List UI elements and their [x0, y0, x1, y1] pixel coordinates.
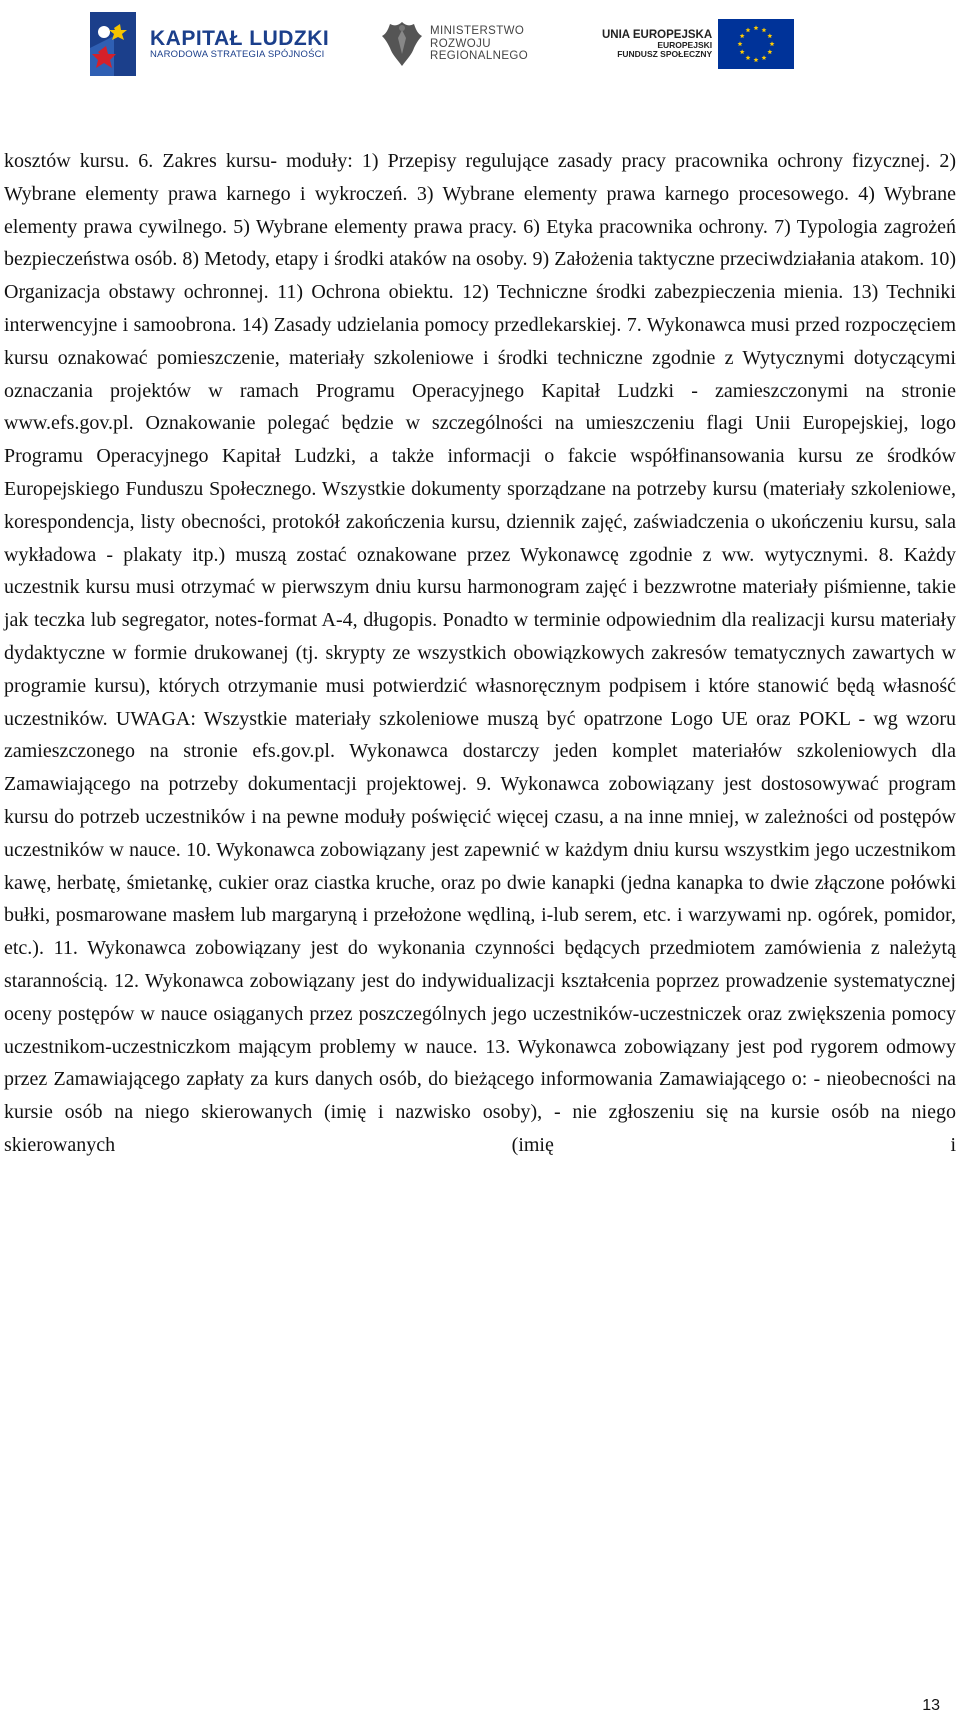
eu-line-1: EUROPEJSKI [657, 40, 713, 51]
logo-kapital-title: KAPITAŁ LUDZKI [150, 26, 330, 50]
ministry-line-2: ROZWOJU [430, 37, 491, 50]
logo-european-union [602, 18, 794, 70]
document-body-text: kosztów kursu. 6. Zakres kursu- moduły: 1) Przepisy regulujące zasady pracy pracownika ochrony fizycznej. 2) Wybrane elementy prawa karnego i wykroczeń. 3) Wybrane elementy prawa karnego procesowego. 4) Wybrane elementy prawa cywilnego. 5) Wybrane elementy prawa pracy. 6) Etyka pracownika ochrony. 7) Typologia zagrożeń bezpieczeństwa osób. 8) Metody, etapy i środki ataków na osoby. 9) Założenia taktyczne przeciwdziałania atakom. 10) Organizacja obstawy ochronnej. 11) Ochrona obiektu. 12) Techniczne środki zabezpieczenia mienia. 13) Techniki interwencyjne i samoobrona. 14) Zasady udzielania pomocy przedlekarskiej. 7. Wykonawca musi przed rozpoczęciem kursu oznakować pomieszczenie, materiały szkoleniowe i środki techniczne zgodnie z Wytycznymi dotyczącymi oznaczania projektów w ramach Programu Operacyjnego Kapitał Ludzki - zamieszczonymi na stronie www.efs.gov.pl. Oznakowanie polegać będzie w szczególności na umieszczeniu flagi Unii Europejskiej, logo Programu Operacyjnego Kapitał Ludzki, a także informacji o fakcie współfinansowania kursu ze środków Europejskiego Funduszu Społecznego. Wszystkie dokumenty sporządzane na potrzeby kursu (materiały szkoleniowe, korespondencja, listy obecności, protokół zakończenia kursu, dziennik zajęć, zaświadczenia o ukończeniu kursu, sala wykładowa - plakaty itp.) muszą zostać oznakowane przez Wykonawcę zgodnie z ww. wytycznymi. 8. Każdy uczestnik kursu musi otrzymać w pierwszym dniu kursu harmonogram zajęć i bezzwrotne materiały piśmienne, takie jak teczka lub segregator, notes-format A-4, długopis. Ponadto w terminie odpowiednim dla realizacji kursu materiały dydaktyczne w formie drukowanej (tj. skrypty ze wszystkich obowiązkowych zakresów tematycznych zawartych w programie kursu), których otrzymanie musi potwierdzić własnoręcznym podpisem i które stanowić będą własność uczestników. UWAGA: Wszystkie materiały szkoleniowe muszą być opatrzone Logo UE oraz POKL - wg wzoru zamieszczonego na stronie efs.gov.pl. Wykonawca dostarczy jeden komplet materiałów szkoleniowych dla Zamawiającego na potrzeby dokumentacji projektowej. 9. Wykonawca zobowiązany jest dostosowywać program kursu do potrzeb uczestników i na pewne moduły poświęcić więcej czasu, a na inne mniej, w zależności od postępów uczestników w nauce. 10. Wykonawca zobowiązany jest zapewnić w każdym dniu kursu wszystkim jego uczestnikom kawę, herbatę, śmietankę, cukier oraz ciastka kruche, oraz po dwie kanapki (jedna kanapka to dwie złączone połówki bułki, posmarowane masłem lub margaryną i przełożone wędliną, i-lub serem, etc. i warzywami np. ogórek, pomidor, etc.). 11. Wykonawca zobowiązany jest do wykonania czynności będących przedmiotem zamówienia z należytą starannością. 12. Wykonawca zobowiązany jest do indywidualizacji kształcenia poprzez prowadzenie systematycznej oceny postępów w nauce osiąganych przez poszczególnych jego uczestników-uczestniczek oraz zwiększenia pomocy uczestnikom-uczestniczkom mającym problemy w nauce. 13. Wykonawca zobowiązany jest pod rygorem odmowy przez Zamawiającego zapłaty za kurs danych osób, do bieżącego informowania Zamawiającego o: - nieobecności na kursie osób na niego skierowanych (imię i nazwisko osoby), - nie zgłoszeniu się na kursie osób na niego skierowanych (imię i [4, 150, 956, 1156]
page-number: 13 [922, 1697, 940, 1714]
eu-flag-icon [718, 19, 794, 69]
ministry-line-1: MINISTERSTWO [430, 25, 525, 38]
kapital-ludzki-emblem-icon [84, 8, 144, 80]
logo-ministry [380, 18, 528, 70]
eagle-emblem-icon [380, 18, 424, 70]
ministry-line-3: REGIONALNEGO [430, 50, 529, 63]
logo-kapital-subtitle: NARODOWA STRATEGIA SPÓJNOŚCI [150, 49, 325, 61]
eu-title: UNIA EUROPEJSKA [602, 29, 713, 42]
eu-line-2: FUNDUSZ SPOŁECZNY [617, 49, 713, 60]
page-header [0, 0, 960, 90]
logo-kapital-ludzki [84, 8, 329, 80]
